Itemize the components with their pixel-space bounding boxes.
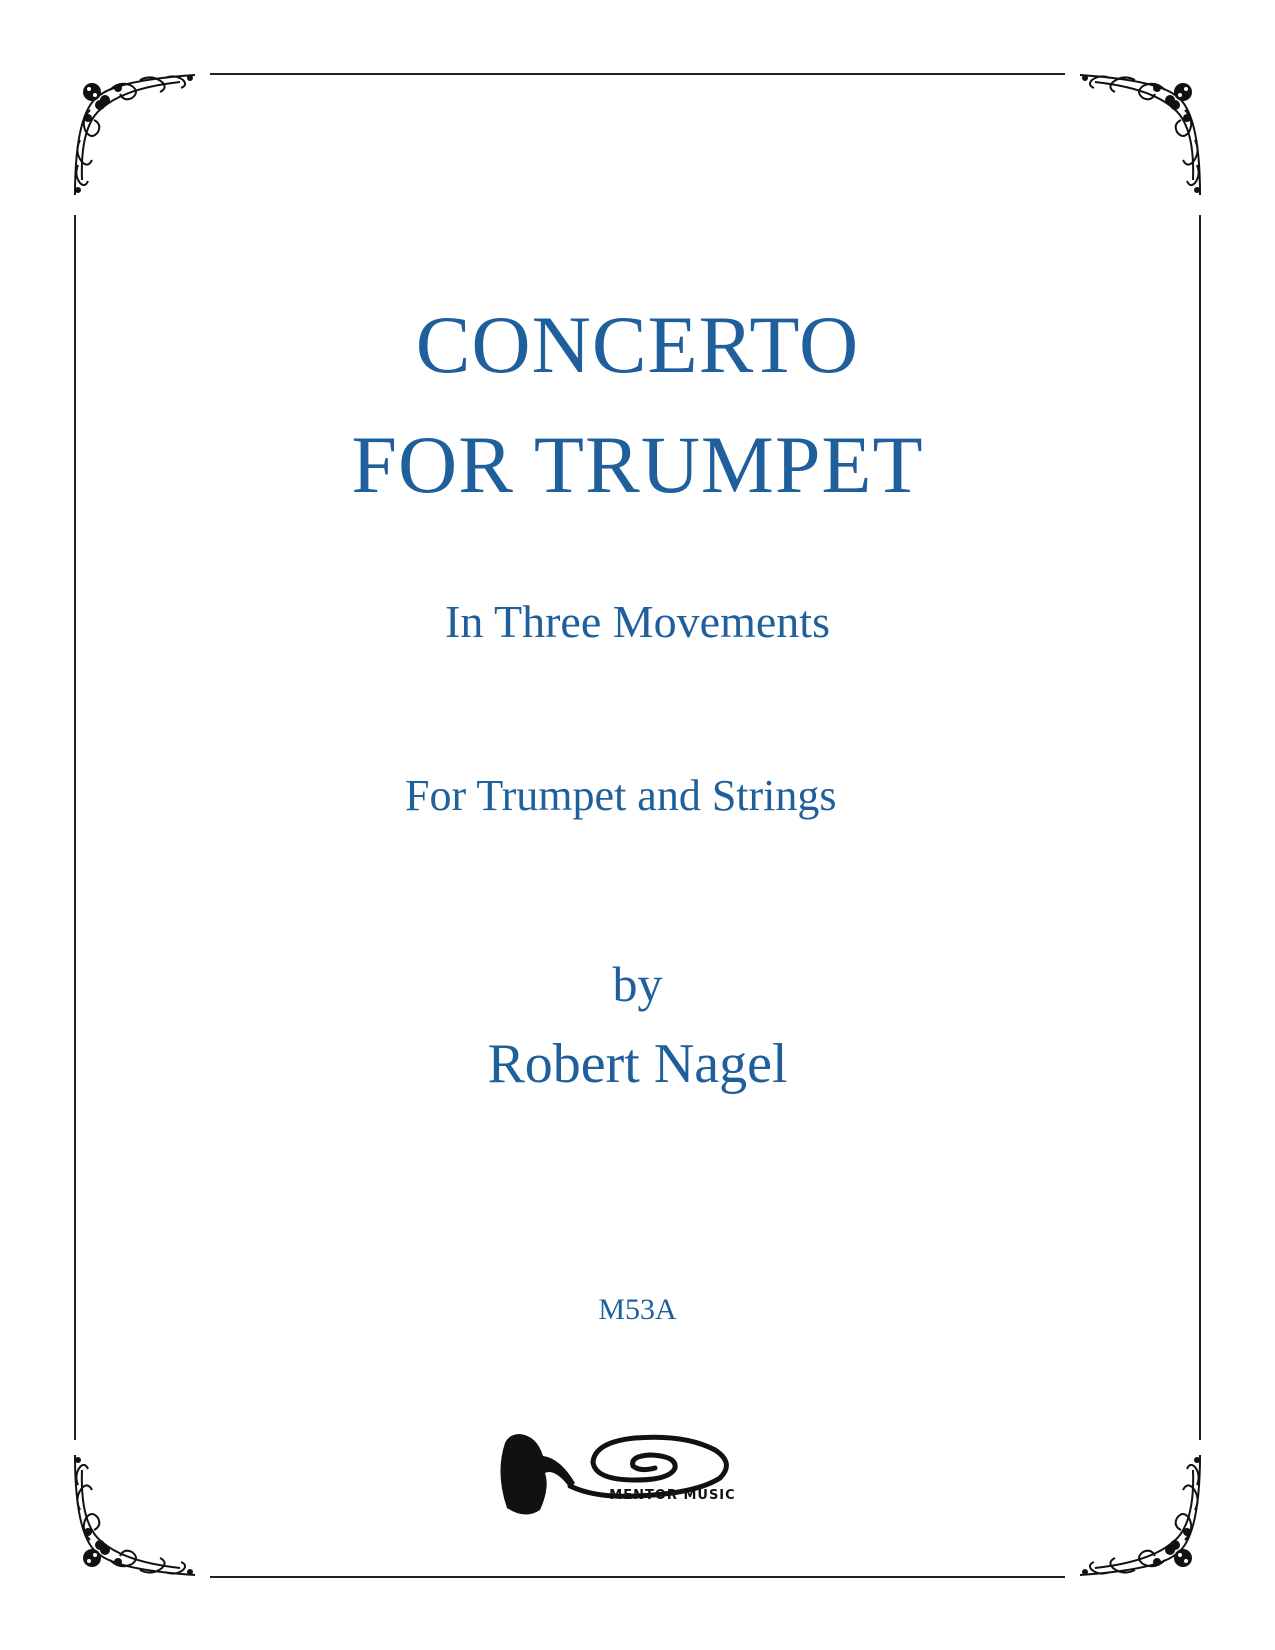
ornament-corner-bottom-left-icon	[70, 1445, 205, 1580]
byline: by	[612, 956, 663, 1012]
frame-bottom-line	[210, 1576, 1065, 1578]
publisher-name: MENTOR MUSIC	[609, 1488, 736, 1503]
title-line-1: CONCERTO	[415, 299, 860, 390]
ornament-corner-top-left-icon	[70, 70, 205, 205]
frame-top-line	[210, 73, 1065, 75]
ornament-corner-bottom-right-icon	[1070, 1445, 1205, 1580]
subtitle: In Three Movements	[445, 596, 830, 647]
instrumentation: For Trumpet and Strings	[405, 771, 837, 820]
frame-left-line	[74, 215, 76, 1440]
composer-name: Robert Nagel	[487, 1033, 788, 1095]
title-line-2: FOR TRUMPET	[351, 419, 924, 510]
trumpet-bell-spiral-logo-icon	[495, 1428, 775, 1523]
frame-right-line	[1199, 215, 1201, 1440]
catalog-number: M53A	[598, 1293, 677, 1326]
ornament-corner-top-right-icon	[1070, 70, 1205, 205]
